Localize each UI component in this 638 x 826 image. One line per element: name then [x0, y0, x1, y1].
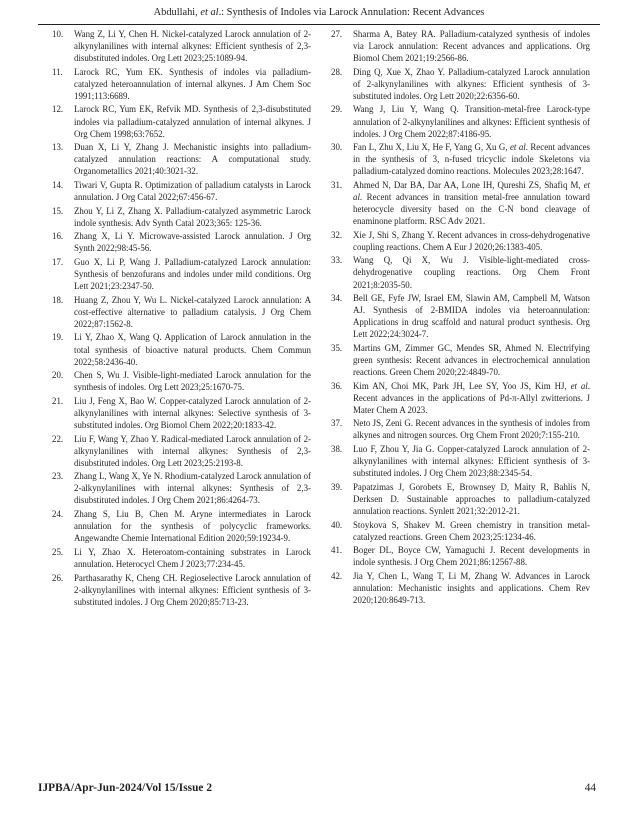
running-header: [0, 6, 638, 20]
reference-item: [331, 481, 590, 517]
reference-item: [331, 380, 590, 416]
reference-text: Sharma A, Batey RA. Palladium-catalyzed synthesis of indoles via Larock annulation: Recent advances and applications. Org Biomol Chem 2021;19:2566-86.: [353, 29, 590, 64]
reference-number: 37.: [331, 418, 343, 429]
reference-number: 42.: [331, 570, 343, 581]
reference-number: 38.: [331, 444, 343, 455]
references-right-column: [331, 28, 590, 608]
reference-authors: Kim AN, Choi MK, Park JH, Lee SY, Yoo JS, Kim HJ,: [353, 380, 571, 391]
page-number: 44: [584, 782, 596, 794]
reference-item: [52, 256, 311, 292]
header-title: .: Synthesis of Indoles via Larock Annulation: Recent Advances: [218, 7, 485, 18]
reference-text: Martins GM, Zimmer GC, Mendes SR, Ahmed N. Electrifying green synthesis: Recent advances in electrochemical annulation reactions. Green Chem 2020;22:4849-70.: [353, 342, 590, 378]
reference-text: Guo X, Li P, Wang J. Palladium-catalyzed Larock annulation: Synthesis of benzofurans and indoles under mild conditions. Org Lett 2021;23:2347-50.: [74, 257, 311, 292]
reference-number: 36.: [331, 380, 343, 391]
reference-text: Li Y, Zhao X, Wang Q. Application of Larock annulation in the total synthesis of bioactive natural products. Chem Commun 2022;58:2436-40.: [74, 332, 311, 367]
reference-item: [52, 470, 311, 506]
references-left-column: [52, 28, 311, 609]
reference-item: [331, 103, 590, 139]
header-etal: et al: [200, 7, 219, 18]
reference-text: Larock RC, Yum EK, Refvik MD. Synthesis of 2,3-disubstituted indoles via palladium-catalyzed annulation of internal alkynes. J Org Chem 1998;63:7652.: [74, 104, 311, 139]
reference-text: Wang Q, Qi X, Wu J. Visible-light-mediated cross-dehydrogenative coupling reactions. Org Chem Front 2021;8:2035-50.: [353, 255, 590, 290]
reference-number: 24.: [52, 509, 64, 520]
reference-text: Duan X, Li Y, Zhang J. Mechanistic insights into palladium-catalyzed annulation reactions: A computational study. Organometallics 2021;40:3021-32.: [74, 142, 311, 177]
reference-number: 13.: [52, 142, 64, 153]
reference-number: 34.: [331, 293, 343, 304]
reference-number: 22.: [52, 433, 64, 444]
reference-item: [52, 395, 311, 431]
reference-item: [52, 369, 311, 393]
reference-item: [331, 342, 590, 378]
reference-item: [52, 294, 311, 330]
reference-number: 30.: [331, 142, 343, 153]
reference-text: Ding Q, Xue X, Zhao Y. Palladium-catalyzed Larock annulation of 2-alkynylanilines with alkynes: Efficient synthesis of 3-substituted indoles. Org Lett 2020;22:6356-60.: [353, 66, 590, 101]
reference-text: Liu J, Feng X, Bao W. Copper-catalyzed Larock annulation of 2-alkynylanilines with internal alkynes: Selective synthesis of 3-substituted indoles. Org Biomol Chem 2022;20:1833-42.: [74, 395, 311, 430]
reference-text: Jia Y, Chen L, Wang T, Li M, Zhang W. Advances in Larock annulation: Mechanistic insights and applications. Chem Rev 2020;120:8649-713.: [353, 570, 590, 606]
reference-text: Huang Z, Zhou Y, Wu L. Nickel-catalyzed Larock annulation: A cost-effective alternative to palladium catalysis. J Org Chem 2022;87:1562-8.: [74, 294, 311, 329]
reference-number: 41.: [331, 545, 343, 556]
reference-item: [52, 230, 311, 254]
reference-number: 14.: [52, 179, 64, 190]
reference-item: [331, 519, 590, 543]
reference-number: 28.: [331, 66, 343, 77]
reference-item: [52, 103, 311, 139]
reference-item: [52, 141, 311, 177]
reference-details: . Recent advances in transition metal-free annulation toward heterocycle diversity based on the C-N bond cleavage of enaminone platform. RSC Adv 2021.: [353, 191, 590, 227]
reference-text: Li Y, Zhao X. Heteroatom-containing substrates in Larock annulation. Heterocycl Chem J 2023;77:234-45.: [74, 546, 311, 569]
reference-text: Papatzimas J, Gorobets E, Brownsey D, Maity R, Bahlis N, Derksen D. Sustainable approaches to palladium-catalyzed annulation reactions. Synlett 2021;32:2012-21.: [353, 481, 590, 516]
reference-number: 15.: [52, 205, 64, 216]
reference-number: 32.: [331, 229, 343, 240]
reference-number: 11.: [52, 66, 63, 77]
reference-item: [52, 546, 311, 570]
reference-number: 12.: [52, 104, 64, 115]
reference-text: Zhang S, Liu B, Chen M. Aryne intermediates in Larock annulation for the synthesis of polycyclic frameworks. Angewandte Chemie International Edition 2020;59:19234-9.: [74, 509, 311, 544]
reference-number: 17.: [52, 257, 64, 267]
reference-authors: Ahmed N, Dar BA, Dar AA, Lone IH, Qureshi ZS, Shafiq M,: [353, 179, 584, 190]
reference-item: [331, 417, 590, 441]
reference-item: [52, 66, 311, 102]
reference-item: [331, 179, 590, 227]
reference-number: 20.: [52, 370, 64, 381]
reference-text: [353, 142, 590, 176]
reference-text: Zhou Y, Li Z, Zhang X. Palladium-catalyzed asymmetric Larock indole synthesis. Adv Synth Catal 2023;365: 125-36.: [74, 205, 311, 228]
reference-item: [331, 443, 590, 479]
reference-item: [52, 331, 311, 367]
reference-text: Xie J, Shi S, Zhang Y. Recent advances in cross-dehydrogenative coupling reactions. Chem A Eur J 2020;26:1383-405.: [353, 229, 590, 252]
reference-item: [331, 141, 590, 177]
reference-item: [331, 229, 590, 253]
reference-number: 18.: [52, 294, 64, 305]
reference-etal: et al: [570, 380, 588, 391]
reference-text: Larock RC, Yum EK. Synthesis of indoles via palladium-catalyzed heteroannulation of internal alkynes. J Am Chem Soc 1991;113:6689.: [74, 66, 311, 101]
reference-item: [331, 28, 590, 64]
reference-text: [353, 381, 590, 415]
reference-number: 19.: [52, 332, 64, 343]
reference-item: [331, 254, 590, 290]
header-authors: Abdullahi,: [153, 7, 201, 18]
reference-text: [353, 180, 590, 226]
reference-text: Chen S, Wu J. Visible-light-mediated Larock annulation for the synthesis of indoles. Org Lett 2023;25:1670-75.: [74, 370, 311, 393]
reference-number: 23.: [52, 471, 64, 482]
reference-number: 39.: [331, 481, 343, 492]
reference-item: [52, 572, 311, 608]
reference-authors: Fan L, Zhu X, Liu X, He F, Yang G, Xu G,: [353, 142, 510, 153]
reference-number: 29.: [331, 104, 343, 115]
reference-details: . Recent advances in the synthesis of 3, n-fused tricyclic indole Skeletons via palladium-catalyzed domino reactions. Molecules 2023;28:1647.: [353, 142, 590, 177]
reference-item: [52, 508, 311, 544]
reference-number: 35.: [331, 342, 343, 353]
reference-text: Boger DL, Boyce CW, Yamaguchi J. Recent developments in indole synthesis. J Org Chem 2021;86:12567-88.: [353, 545, 590, 568]
footer-journal-info: IJPBA/Apr-Jun-2024/Vol 15/Issue 2: [38, 782, 213, 794]
reference-number: 10.: [52, 29, 64, 39]
reference-number: 31.: [331, 179, 343, 190]
reference-text: Tiwari V, Gupta R. Optimization of palladium catalysts in Larock annulation. J Org Catal 2022;67:456-67.: [74, 179, 311, 202]
reference-details: . Recent advances in the applications of Pd-π-Allyl zwitterions. J Mater Chem A 2023.: [353, 380, 590, 415]
reference-text: Stoykova S, Shakev M. Green chemistry in transition metal-catalyzed reactions. Green Chem 2023;25:1234-46.: [353, 519, 590, 542]
reference-text: Neto JS, Zeni G. Recent advances in the synthesis of indoles from alkynes and nitrogen sources. Org Chem Front 2020;7:155-210.: [353, 418, 590, 441]
reference-etal: et al: [509, 142, 526, 153]
reference-number: 21.: [52, 395, 64, 406]
reference-item: [52, 205, 311, 229]
reference-text: Wang Z, Li Y, Chen H. Nickel-catalyzed Larock annulation of 2-alkynylanilines with internal alkynes: Efficient synthesis of 2,3-disubstituted indoles. Org Lett 2023;25:1089-94.: [74, 29, 311, 64]
reference-text: Liu F, Wang Y, Zhao Y. Radical-mediated Larock annulation of 2-alkynylanilines with internal alkynes: Synthesis of 2,3-disubstituted indoles. Org Lett 2023;25:2193-8.: [74, 433, 311, 468]
reference-text: Zhang X, Li Y. Microwave-assisted Larock annulation. J Org Synth 2022;98:45-56.: [74, 231, 311, 254]
reference-number: 16.: [52, 231, 64, 242]
reference-text: Zhang L, Wang X, Ye N. Rhodium-catalyzed Larock annulation of 2-alkynylanilines with internal alkynes: Synthesis of 2,3-disubstituted indoles. J Org Chem 2021;86:4264-73.: [74, 471, 311, 506]
reference-item: [331, 570, 590, 606]
reference-text: Bell GE, Fyfe JW, Israel EM, Slawin AM, Campbell M, Watson AJ. Synthesis of 2-BMIDA indoles via heteroannulation: Applications in drug scaffold and natural product synthesis. Org Lett 2022;24:3024-7.: [353, 293, 590, 340]
reference-item: [52, 28, 311, 64]
reference-number: 40.: [331, 519, 343, 530]
reference-number: 26.: [52, 572, 64, 583]
reference-item: [331, 66, 590, 102]
reference-item: [52, 179, 311, 203]
reference-etal: et al: [353, 179, 590, 202]
reference-item: [331, 292, 590, 340]
reference-number: 27.: [331, 29, 343, 39]
reference-text: Parthasarathy K, Cheng CH. Regioselective Larock annulation of 2-alkynylanilines with internal alkynes: Efficient synthesis of 3-substituted indoles. J Org Chem 2020;85:713-23.: [74, 572, 311, 607]
header-divider: [38, 24, 600, 25]
reference-number: 33.: [331, 255, 343, 266]
reference-item: [331, 544, 590, 568]
reference-text: Luo F, Zhou Y, Jia G. Copper-catalyzed Larock annulation of 2-alkynylanilines with internal alkynes: Efficient synthesis of 3-substituted indoles. J Org Chem 2023;88:2345-54.: [353, 444, 590, 479]
reference-item: [52, 433, 311, 469]
reference-text: Wang J, Liu Y, Wang Q. Transition-metal-free Larock-type annulation of 2-alkynylanilines and alkynes: Efficient synthesis of indoles. J Org Chem 2022;87:4186-95.: [353, 104, 590, 139]
reference-number: 25.: [52, 546, 64, 557]
